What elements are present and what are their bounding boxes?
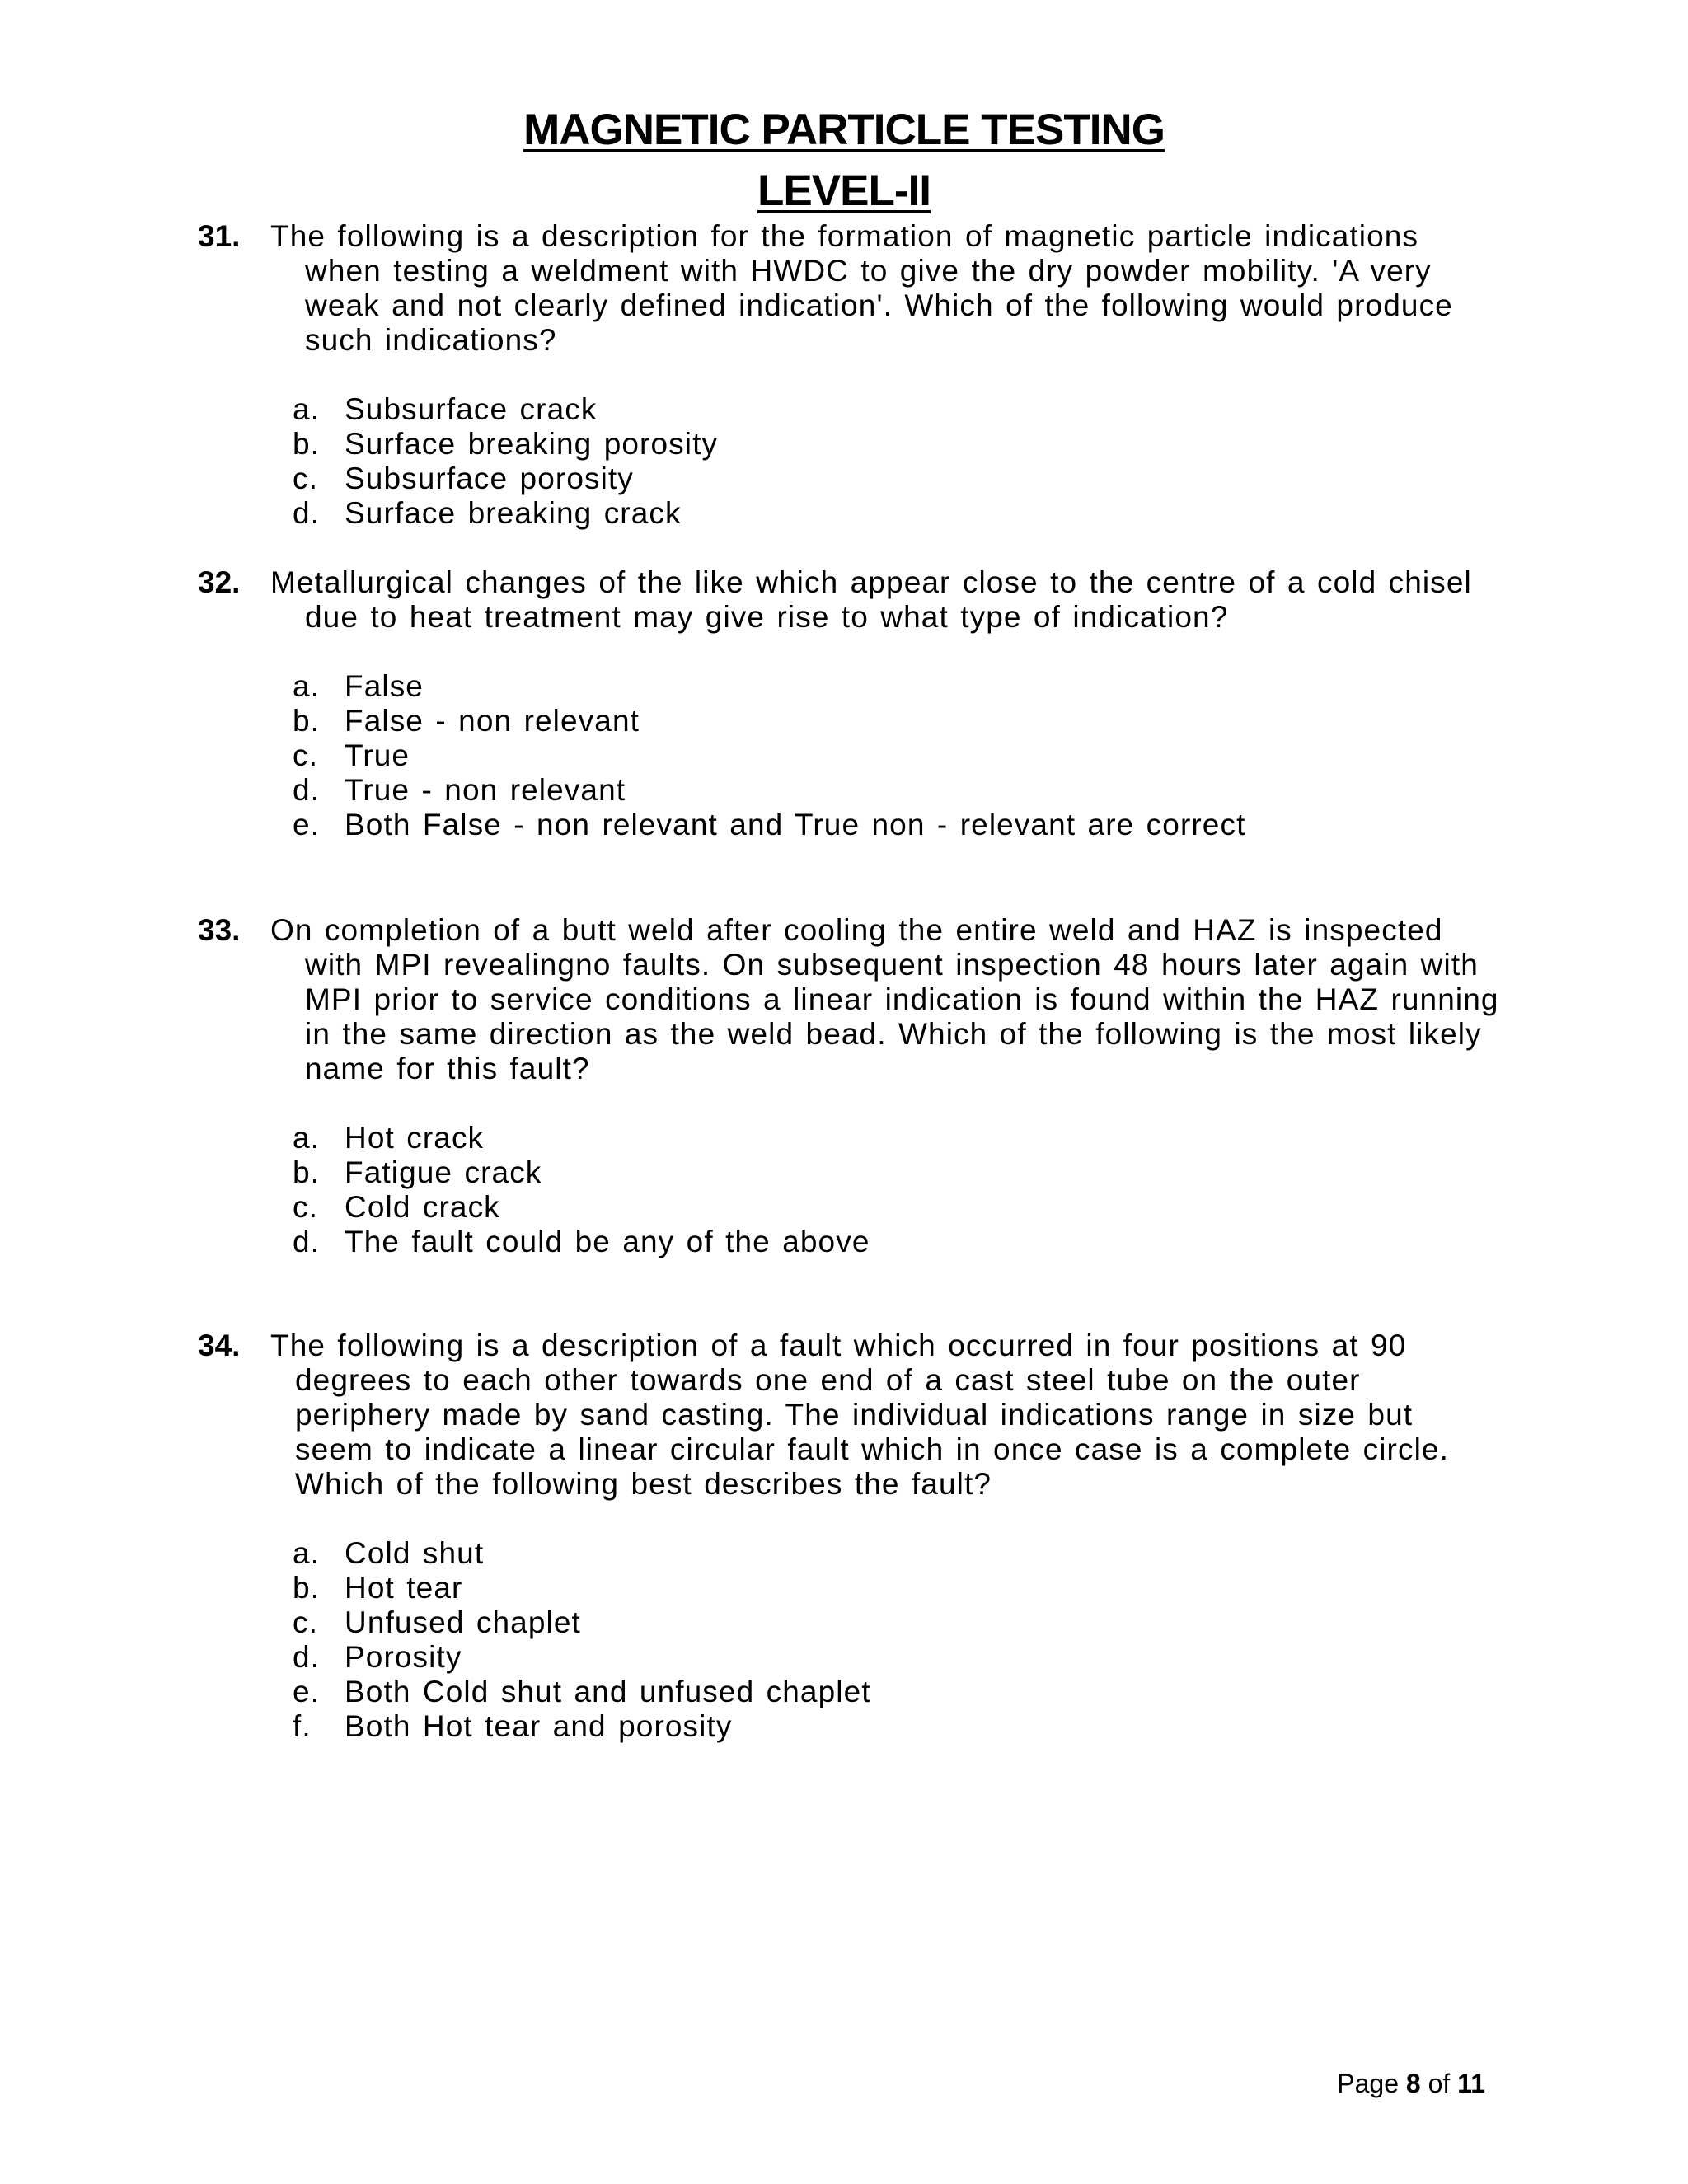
option-text: Porosity bbox=[345, 1640, 462, 1674]
option-item bbox=[198, 704, 1500, 738]
option-letter: b. bbox=[293, 1571, 321, 1605]
option-item bbox=[198, 392, 1500, 427]
document-subtitle: LEVEL-II bbox=[757, 166, 931, 215]
option-letter: a. bbox=[293, 1536, 321, 1570]
option-item bbox=[198, 1640, 1500, 1675]
option-text: Both Hot tear and porosity bbox=[345, 1709, 733, 1743]
option-text: Both Cold shut and unfused chaplet bbox=[345, 1675, 871, 1708]
option-text: Subsurface crack bbox=[345, 392, 598, 426]
option-text: Surface breaking porosity bbox=[345, 427, 719, 461]
option-text: True bbox=[345, 738, 410, 772]
option-letter: e. bbox=[293, 1675, 321, 1708]
option-text: False bbox=[345, 669, 424, 703]
option-letter: c. bbox=[293, 1605, 318, 1639]
option-letter: c. bbox=[293, 1190, 318, 1224]
option-text: False - non relevant bbox=[345, 704, 640, 738]
option-item bbox=[198, 462, 1500, 496]
option-text: Both False - non relevant and True non - relevant are correct bbox=[345, 808, 1246, 841]
option-text: Cold crack bbox=[345, 1190, 500, 1224]
option-letter: b. bbox=[293, 1155, 321, 1189]
option-text: True - non relevant bbox=[345, 773, 626, 807]
option-item bbox=[198, 1121, 1500, 1155]
option-item bbox=[198, 1571, 1500, 1605]
option-text: Cold shut bbox=[345, 1536, 485, 1570]
option-item bbox=[198, 738, 1500, 773]
option-item bbox=[198, 1675, 1500, 1709]
option-letter: d. bbox=[293, 1640, 321, 1674]
question-34 bbox=[198, 1329, 1500, 1744]
of-label: of bbox=[1428, 2069, 1451, 2098]
question-number: 34. bbox=[198, 1329, 241, 1362]
option-item bbox=[198, 1536, 1500, 1571]
option-list bbox=[198, 1121, 1500, 1259]
current-page-number: 8 bbox=[1405, 2069, 1421, 2098]
option-letter: a. bbox=[293, 1121, 321, 1155]
option-item bbox=[198, 1605, 1500, 1640]
total-pages-number: 11 bbox=[1457, 2069, 1485, 2098]
option-text: Subsurface porosity bbox=[345, 462, 634, 495]
option-text: The fault could be any of the above bbox=[345, 1225, 870, 1258]
option-letter: e. bbox=[293, 808, 321, 841]
option-list bbox=[198, 392, 1500, 531]
option-letter: f. bbox=[293, 1709, 312, 1743]
page-label: Page bbox=[1337, 2069, 1400, 2098]
option-text: Unfused chaplet bbox=[345, 1605, 581, 1639]
option-item bbox=[198, 669, 1500, 704]
question-text: On completion of a butt weld after cooling the entire weld and HAZ is inspected with MPI revealingno faults. On subsequent inspection 48 hours later again with MPI prior to service conditions a linear indication is found within the HAZ running in the same direction as the weld bead. Which of the following is the most likely name for this fault? bbox=[270, 913, 1499, 1085]
option-item bbox=[198, 1190, 1500, 1225]
question-number: 31. bbox=[198, 219, 241, 253]
option-letter: d. bbox=[293, 773, 321, 807]
option-text: Hot crack bbox=[345, 1121, 485, 1155]
option-letter: c. bbox=[293, 462, 318, 495]
option-letter: a. bbox=[293, 669, 321, 703]
question-number: 32. bbox=[198, 565, 241, 599]
option-item bbox=[198, 427, 1500, 462]
question-33 bbox=[198, 913, 1500, 1259]
option-item bbox=[198, 1225, 1500, 1259]
document-title: MAGNETIC PARTICLE TESTING bbox=[523, 105, 1165, 154]
option-list bbox=[198, 1536, 1500, 1744]
option-letter: d. bbox=[293, 1225, 321, 1258]
option-letter: a. bbox=[293, 392, 321, 426]
option-item bbox=[198, 496, 1500, 531]
option-text: Hot tear bbox=[345, 1571, 463, 1605]
question-text: The following is a description for the formation of magnetic particle indications when testing a weldment with HWDC to give the dry powder mobility. 'A very weak and not clearly defined indication'. Which of the following would produce such indications? bbox=[270, 219, 1453, 357]
option-letter: d. bbox=[293, 496, 321, 530]
question-32 bbox=[198, 565, 1500, 842]
page-number-footer bbox=[1337, 2067, 1485, 2100]
option-letter: c. bbox=[293, 738, 318, 772]
question-text: Metallurgical changes of the like which appear close to the centre of a cold chisel due to heat treatment may give rise to what type of indication? bbox=[270, 565, 1472, 634]
option-item bbox=[198, 1155, 1500, 1190]
option-text: Surface breaking crack bbox=[345, 496, 682, 530]
option-item bbox=[198, 808, 1500, 842]
option-item bbox=[198, 773, 1500, 808]
option-text: Fatigue crack bbox=[345, 1155, 542, 1189]
option-item bbox=[198, 1709, 1500, 1744]
question-number: 33. bbox=[198, 913, 241, 947]
option-letter: b. bbox=[293, 704, 321, 738]
question-31 bbox=[198, 219, 1500, 531]
option-letter: b. bbox=[293, 427, 321, 461]
question-text: The following is a description of a fault which occurred in four positions at 90 degrees to each other towards one end of a cast steel tube on the outer periphery made by sand casting. The individual indications range in size but seem to indicate a linear circular fault which in once case is a complete circle. Which of the following best describes the fault? bbox=[270, 1329, 1449, 1501]
option-list bbox=[198, 669, 1500, 842]
